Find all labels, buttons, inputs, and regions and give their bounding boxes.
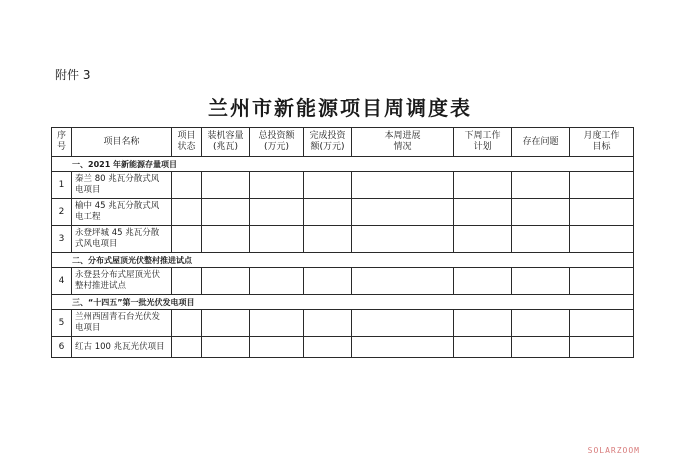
next-plan-cell[interactable] [454,199,512,226]
completed-cell[interactable] [304,199,352,226]
issues-cell[interactable] [512,199,570,226]
attachment-label: 附件 3 [55,68,91,82]
header-next-plan: 下周工作 计划 [454,128,512,157]
next-plan-cell[interactable] [454,226,512,253]
row-number: 1 [52,172,72,199]
header-progress: 本周进展 情况 [352,128,454,157]
section-row [52,295,634,310]
section-row [52,157,634,172]
investment-cell[interactable] [250,199,304,226]
completed-cell[interactable] [304,226,352,253]
goal-cell[interactable] [570,310,634,337]
capacity-cell[interactable] [202,172,250,199]
issues-cell[interactable] [512,337,570,358]
goal-cell[interactable] [570,172,634,199]
status-cell[interactable] [172,172,202,199]
next-plan-cell[interactable] [454,268,512,295]
header-project-name: 项目名称 [72,128,172,157]
project-name-cell: 永登县分布式屋顶光伏 整村推进试点 [72,268,172,295]
row-number: 3 [52,226,72,253]
section-row [52,253,634,268]
project-name-cell: 永登坪城 45 兆瓦分散 式风电项目 [72,226,172,253]
header-row [52,128,634,157]
row-number: 2 [52,199,72,226]
next-plan-cell[interactable] [454,310,512,337]
goal-cell[interactable] [570,226,634,253]
header-seq: 序 号 [52,128,72,157]
goal-cell[interactable] [570,268,634,295]
row-number: 5 [52,310,72,337]
issues-cell[interactable] [512,226,570,253]
table-row [52,310,634,337]
completed-cell[interactable] [304,172,352,199]
section-title: 三、“十四五”第一批光伏发电项目 [52,295,634,310]
investment-cell[interactable] [250,268,304,295]
progress-cell[interactable] [352,199,454,226]
next-plan-cell[interactable] [454,337,512,358]
project-name-cell: 秦兰 80 兆瓦分散式风 电项目 [72,172,172,199]
capacity-cell[interactable] [202,310,250,337]
table-row [52,199,634,226]
goal-cell[interactable] [570,199,634,226]
investment-cell[interactable] [250,172,304,199]
section-title: 一、2021 年新能源存量项目 [52,157,634,172]
status-cell[interactable] [172,310,202,337]
goal-cell[interactable] [570,337,634,358]
section-title: 二、分布式屋顶光伏整村推进试点 [52,253,634,268]
investment-cell[interactable] [250,226,304,253]
capacity-cell[interactable] [202,337,250,358]
progress-cell[interactable] [352,226,454,253]
issues-cell[interactable] [512,268,570,295]
progress-cell[interactable] [352,337,454,358]
table-row [52,337,634,358]
project-name-cell: 红古 100 兆瓦光伏项目 [72,337,172,358]
investment-cell[interactable] [250,310,304,337]
issues-cell[interactable] [512,172,570,199]
project-name-cell: 兰州西固青石台光伏发 电项目 [72,310,172,337]
header-monthly-goal: 月度工作 目标 [570,128,634,157]
table-row [52,268,634,295]
status-cell[interactable] [172,199,202,226]
header-capacity: 装机容量 (兆瓦) [202,128,250,157]
row-number: 4 [52,268,72,295]
progress-cell[interactable] [352,172,454,199]
completed-cell[interactable] [304,268,352,295]
capacity-cell[interactable] [202,226,250,253]
solarzoom-watermark: SOLARZOOM [587,446,640,455]
status-cell[interactable] [172,226,202,253]
progress-cell[interactable] [352,268,454,295]
document-title: 兰州市新能源项目周调度表 [208,96,472,120]
progress-cell[interactable] [352,310,454,337]
row-number: 6 [52,337,72,358]
schedule-table [51,127,634,358]
status-cell[interactable] [172,337,202,358]
header-completed: 完成投资 额(万元) [304,128,352,157]
investment-cell[interactable] [250,337,304,358]
table-row [52,172,634,199]
capacity-cell[interactable] [202,268,250,295]
completed-cell[interactable] [304,337,352,358]
completed-cell[interactable] [304,310,352,337]
header-issues: 存在问题 [512,128,570,157]
header-status: 项目 状态 [172,128,202,157]
header-investment: 总投资额 (万元) [250,128,304,157]
project-name-cell: 榆中 45 兆瓦分散式风 电工程 [72,199,172,226]
issues-cell[interactable] [512,310,570,337]
capacity-cell[interactable] [202,199,250,226]
status-cell[interactable] [172,268,202,295]
next-plan-cell[interactable] [454,172,512,199]
table-row [52,226,634,253]
